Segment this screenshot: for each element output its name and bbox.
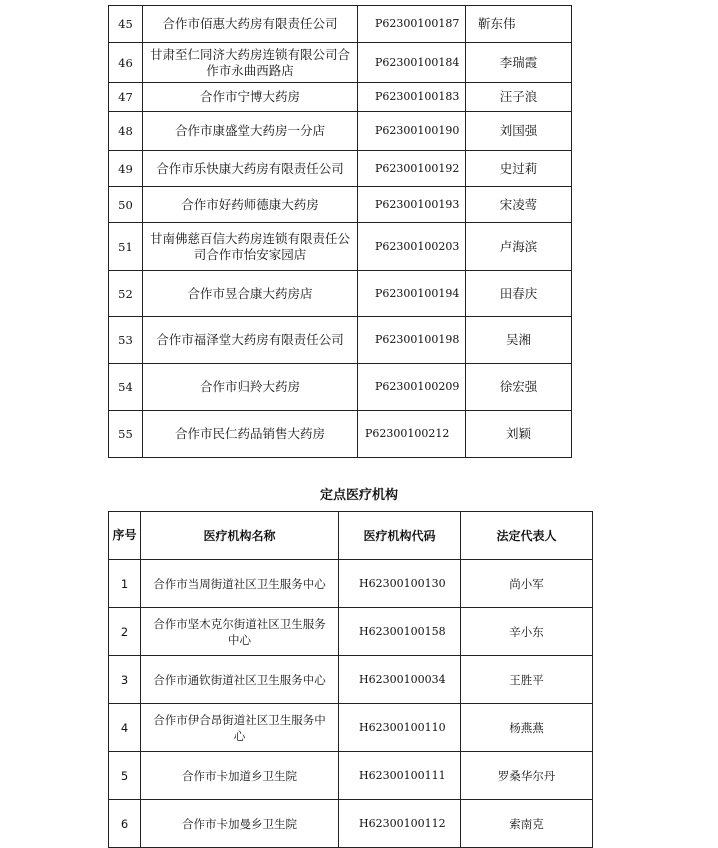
legal-representative: 徐宏强 (466, 364, 572, 411)
row-number: 6 (109, 800, 141, 848)
pharmacy-code: P62300100194 (358, 271, 466, 317)
legal-representative: 刘颖 (466, 411, 572, 458)
pharmacy-name: 合作市归羚大药房 (143, 364, 358, 411)
table-row (109, 704, 593, 752)
institution-code: H62300100158 (339, 608, 461, 656)
legal-representative: 罗桑华尔丹 (461, 752, 593, 800)
pharmacy-code: P62300100190 (358, 112, 466, 151)
legal-representative: 史过莉 (466, 151, 572, 187)
pharmacy-name: 合作市昱合康大药房店 (143, 271, 358, 317)
pharmacy-code: P62300100193 (358, 187, 466, 223)
legal-representative: 靳东伟 (466, 6, 572, 43)
row-number: 46 (109, 43, 143, 83)
row-number: 55 (109, 411, 143, 458)
row-number: 3 (109, 656, 141, 704)
legal-representative: 王胜平 (461, 656, 593, 704)
section-title: 定点医疗机构 (319, 488, 398, 503)
pharmacy-name: 合作市乐快康大药房有限责任公司 (143, 151, 358, 187)
pharmacy-code: P62300100198 (358, 317, 466, 364)
institution-name: 合作市当周街道社区卫生服务中心 (141, 560, 339, 608)
pharmacy-name: 合作市佰惠大药房有限责任公司 (143, 6, 358, 43)
pharmacy-name: 合作市福泽堂大药房有限责任公司 (143, 317, 358, 364)
institution-code: H62300100130 (339, 560, 461, 608)
pharmacy-code: P62300100212 (358, 411, 466, 458)
pharmacy-name: 合作市民仁药品销售大药房 (143, 411, 358, 458)
table-header-row (109, 512, 593, 560)
table-row (109, 151, 572, 187)
institution-name: 合作市通钦街道社区卫生服务中心 (141, 656, 339, 704)
row-number: 1 (109, 560, 141, 608)
table-row (109, 411, 572, 458)
legal-representative: 尚小军 (461, 560, 593, 608)
table-row (109, 656, 593, 704)
institution-name: 合作市坚木克尔街道社区卫生服务中心 (141, 608, 339, 656)
table-row (109, 43, 572, 83)
pharmacy-name: 合作市宁博大药房 (143, 83, 358, 112)
institution-code: H62300100110 (339, 704, 461, 752)
institution-code: H62300100111 (339, 752, 461, 800)
pharmacy-code: P62300100209 (358, 364, 466, 411)
pharmacy-code: P62300100187 (358, 6, 466, 43)
legal-representative: 汪子浪 (466, 83, 572, 112)
row-number: 50 (109, 187, 143, 223)
legal-representative: 卢海滨 (466, 223, 572, 271)
pharmacy-code: P62300100184 (358, 43, 466, 83)
legal-representative: 索南克 (461, 800, 593, 848)
table-row (109, 6, 572, 43)
table-row (109, 752, 593, 800)
row-number: 47 (109, 83, 143, 112)
pharmacy-name: 甘肃至仁同济大药房连锁有限公司合作市永曲西路店 (143, 43, 358, 83)
institution-name: 合作市卡加曼乡卫生院 (141, 800, 339, 848)
legal-representative: 宋凌莺 (466, 187, 572, 223)
institution-code: H62300100034 (339, 656, 461, 704)
pharmacy-code: P62300100192 (358, 151, 466, 187)
institution-code: H62300100112 (339, 800, 461, 848)
row-number: 52 (109, 271, 143, 317)
table-row (109, 112, 572, 151)
legal-representative: 田春庆 (466, 271, 572, 317)
table-row (109, 83, 572, 112)
row-number: 53 (109, 317, 143, 364)
legal-representative: 杨燕燕 (461, 704, 593, 752)
legal-representative: 吴湘 (466, 317, 572, 364)
row-number: 49 (109, 151, 143, 187)
legal-representative: 李瑞霞 (466, 43, 572, 83)
table-row (109, 271, 572, 317)
pharmacy-code: P62300100203 (358, 223, 466, 271)
header-number: 序号 (109, 512, 141, 560)
table-row (109, 364, 572, 411)
row-number: 45 (109, 6, 143, 43)
row-number: 54 (109, 364, 143, 411)
row-number: 5 (109, 752, 141, 800)
pharmacy-code: P62300100183 (358, 83, 466, 112)
institution-name: 合作市卡加道乡卫生院 (141, 752, 339, 800)
pharmacy-table (108, 5, 572, 458)
legal-representative: 刘国强 (466, 112, 572, 151)
legal-representative: 辛小东 (461, 608, 593, 656)
table-row (109, 800, 593, 848)
pharmacy-name: 合作市康盛堂大药房一分店 (143, 112, 358, 151)
row-number: 51 (109, 223, 143, 271)
medical-institution-table (108, 511, 593, 848)
row-number: 2 (109, 608, 141, 656)
table-row (109, 560, 593, 608)
row-number: 48 (109, 112, 143, 151)
header-legal-representative: 法定代表人 (461, 512, 593, 560)
pharmacy-name: 合作市好药师德康大药房 (143, 187, 358, 223)
header-institution-name: 医疗机构名称 (141, 512, 339, 560)
institution-name: 合作市伊合昂街道社区卫生服务中心 (141, 704, 339, 752)
header-institution-code: 医疗机构代码 (339, 512, 461, 560)
table-row (109, 187, 572, 223)
row-number: 4 (109, 704, 141, 752)
table-row (109, 608, 593, 656)
pharmacy-name: 甘南佛慈百信大药房连锁有限责任公司合作市怡安家园店 (143, 223, 358, 271)
table-row (109, 317, 572, 364)
table-row (109, 223, 572, 271)
